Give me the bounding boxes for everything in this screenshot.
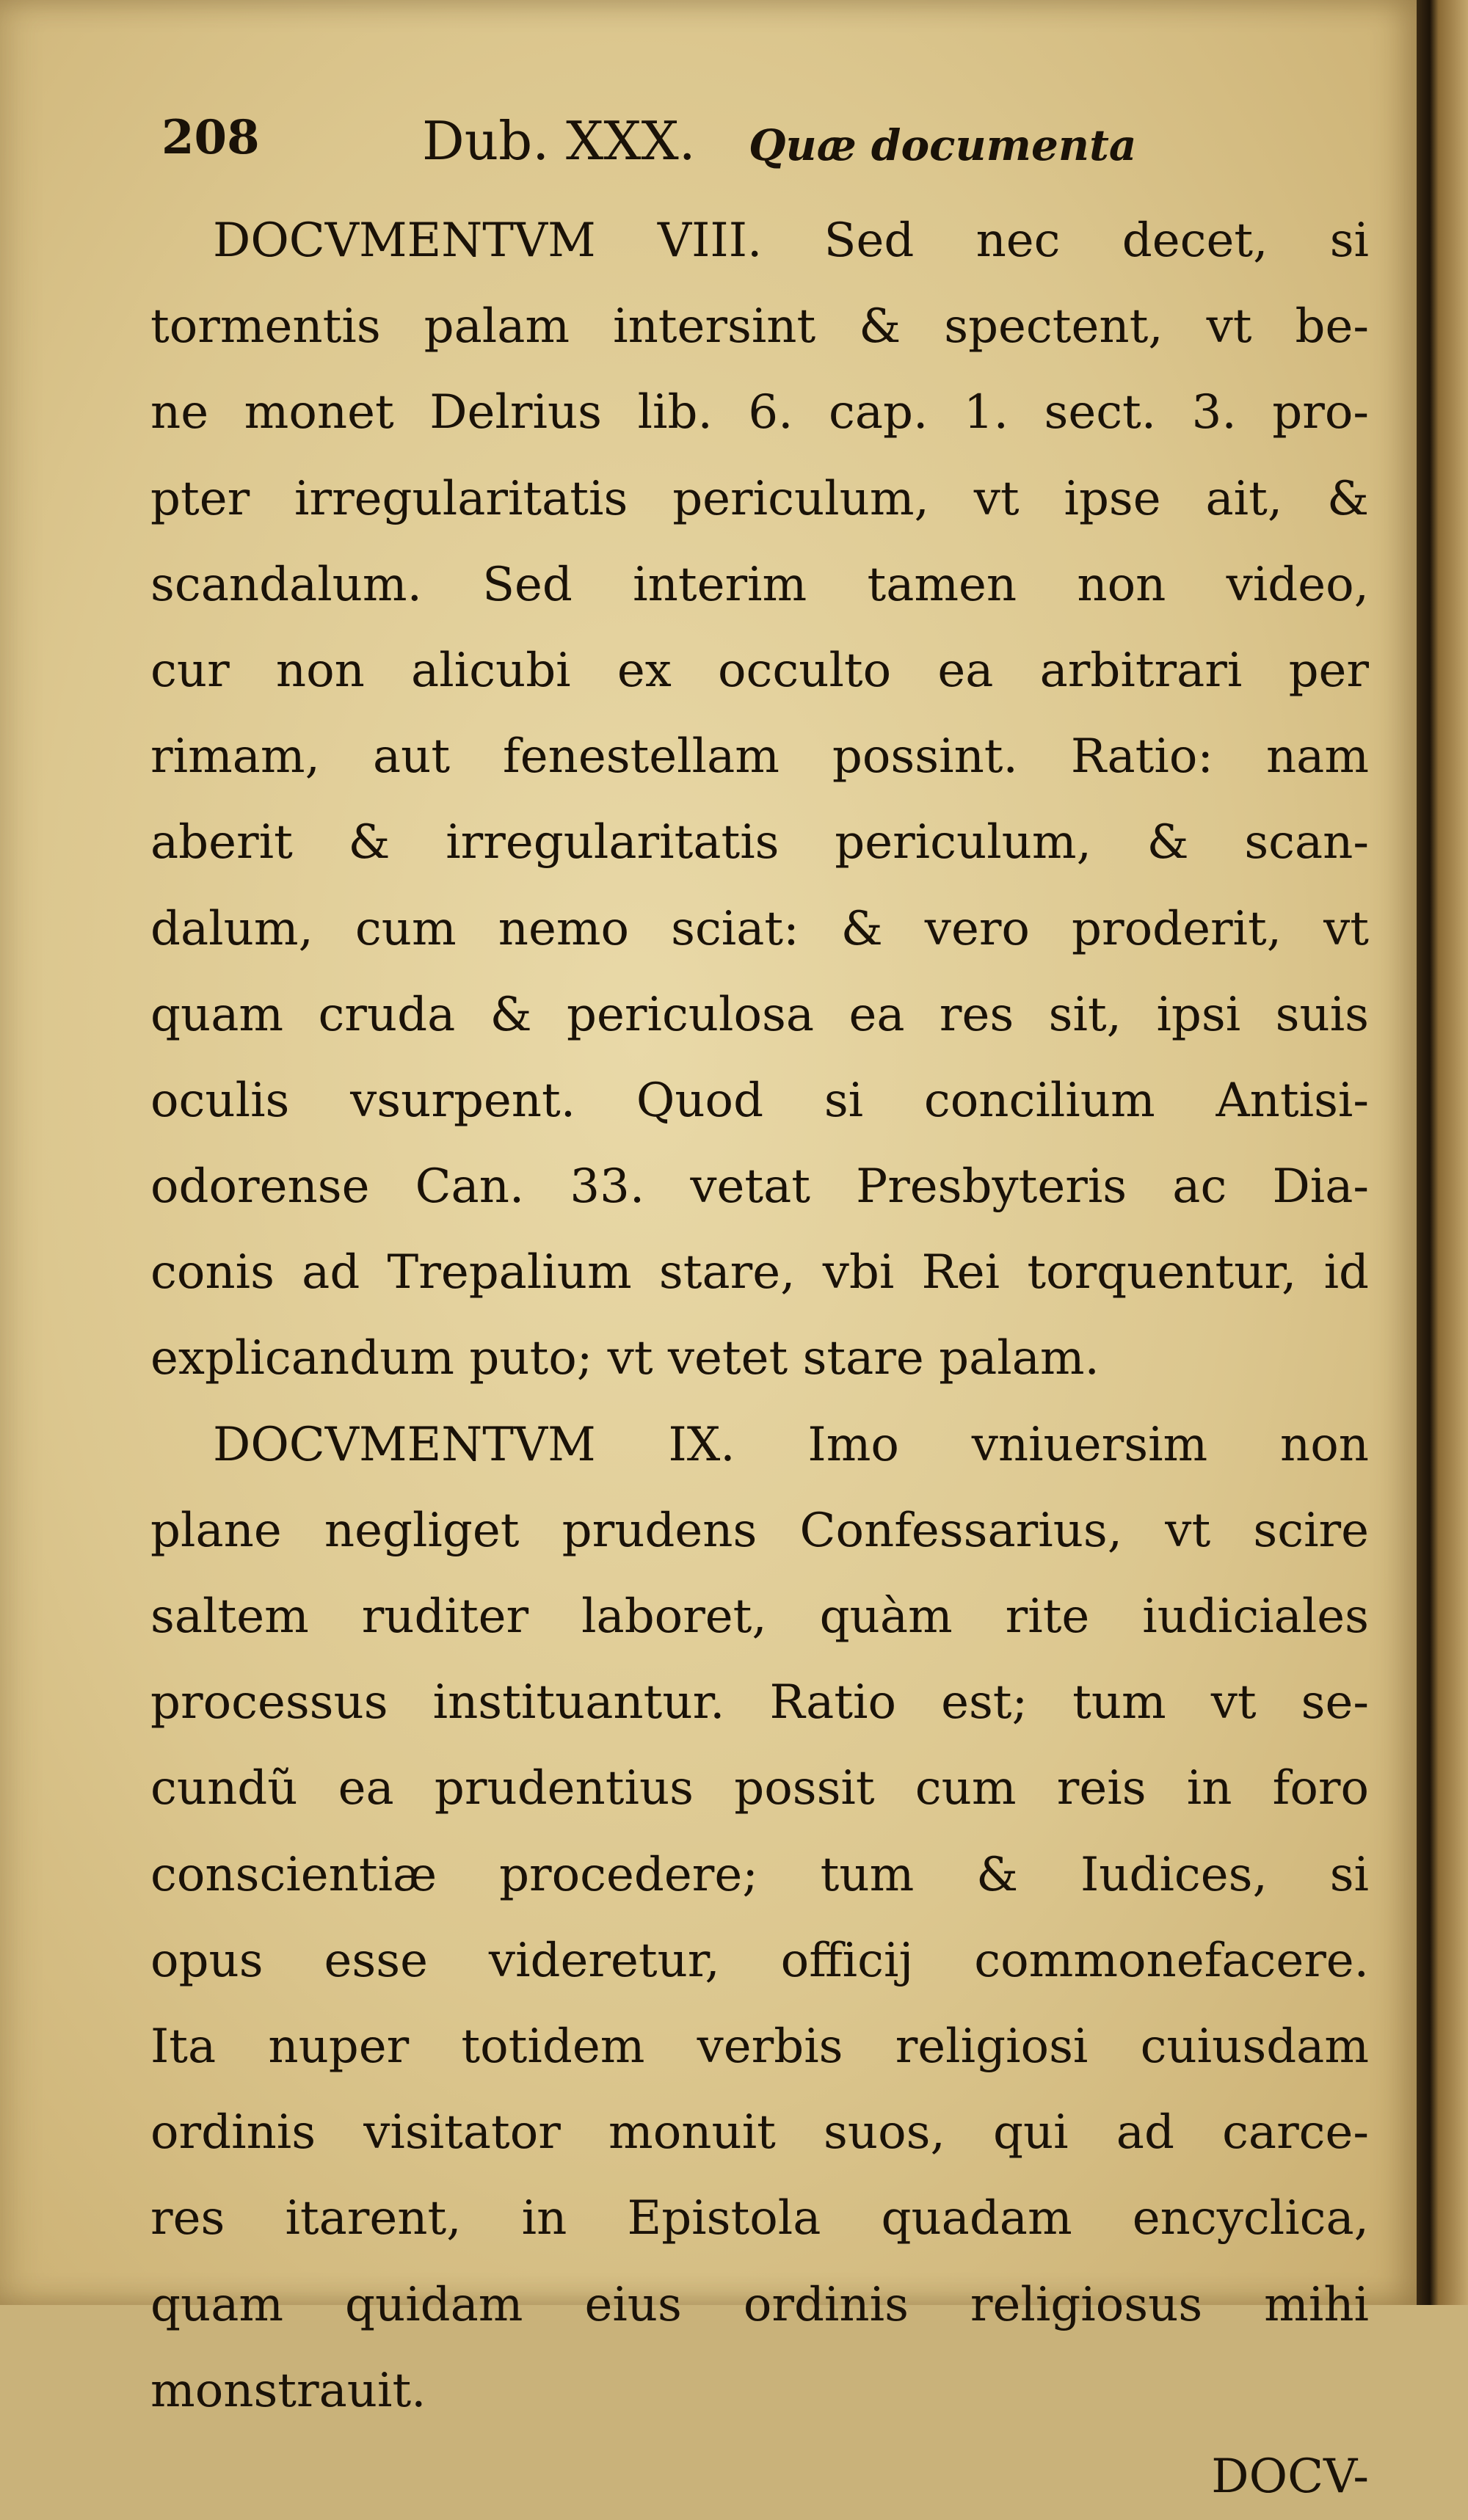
page-number: 208 <box>161 110 260 165</box>
text-line: processus instituantur. Ratio est; tum vt se- <box>150 1675 1369 1730</box>
catchword: DOCV- <box>1211 2449 1369 2504</box>
text-line: conis ad Trepalium stare, vbi Rei torquentur, id <box>150 1245 1369 1300</box>
text-line: explicandum puto; vt vetet stare palam. <box>150 1331 1100 1386</box>
text-line: rimam, aut fenestellam possint. Ratio: nam <box>150 729 1369 784</box>
page-header <box>161 110 1336 183</box>
text-line: quam cruda & periculosa ea res sit, ipsi suis <box>150 987 1369 1042</box>
text-line: Ita nuper totidem verbis religiosi cuiusdam <box>150 2019 1369 2074</box>
text-line: saltem ruditer laboret, quàm rite iudiciales <box>150 1589 1369 1644</box>
text-line: pter irregularitatis periculum, vt ipse ait, & <box>150 471 1369 526</box>
text-line: oculis vsurpent. Quod si concilium Antisi- <box>150 1073 1369 1128</box>
text-line: cundũ ea prudentius possit cum reis in foro <box>150 1761 1369 1816</box>
text-line: DOCVMENTVM IX. Imo vniuersim non <box>213 1417 1369 1472</box>
text-line: dalum, cum nemo sciat: & vero proderit, vt <box>150 901 1369 956</box>
running-head-italic: Quæ documenta <box>749 120 1137 170</box>
text-line: ordinis visitator monuit suos, qui ad carce- <box>150 2105 1369 2160</box>
text-line: DOCVMENTVM VIII. Sed nec decet, si <box>213 214 1369 268</box>
text-line: res itarent, in Epistola quadam encyclica, <box>150 2191 1369 2246</box>
text-line: quam quidam eius ordinis religiosus mihi <box>150 2277 1369 2332</box>
text-line: aberit & irregularitatis periculum, & scan- <box>150 815 1369 870</box>
running-head: Dub. XXX. <box>422 110 696 172</box>
text-line: conscientiæ procedere; tum & Iudices, si <box>150 1847 1369 1902</box>
text-line: monstrauit. <box>150 2363 426 2418</box>
text-line: tormentis palam intersint & spectent, vt be- <box>150 299 1369 354</box>
text-line: scandalum. Sed interim tamen non video, <box>150 557 1369 612</box>
text-line: plane negliget prudens Confessarius, vt scire <box>150 1503 1369 1558</box>
text-line: cur non alicubi ex occulto ea arbitrari per <box>150 643 1369 698</box>
body-text <box>150 198 1369 2520</box>
book-gutter <box>1417 0 1468 2305</box>
text-line: ne monet Delrius lib. 6. cap. 1. sect. 3. pro- <box>150 385 1369 440</box>
text-line: odorense Can. 33. vetat Presbyteris ac Dia- <box>150 1159 1369 1215</box>
text-line: opus esse videretur, officij commonefacere. <box>150 1933 1369 1988</box>
